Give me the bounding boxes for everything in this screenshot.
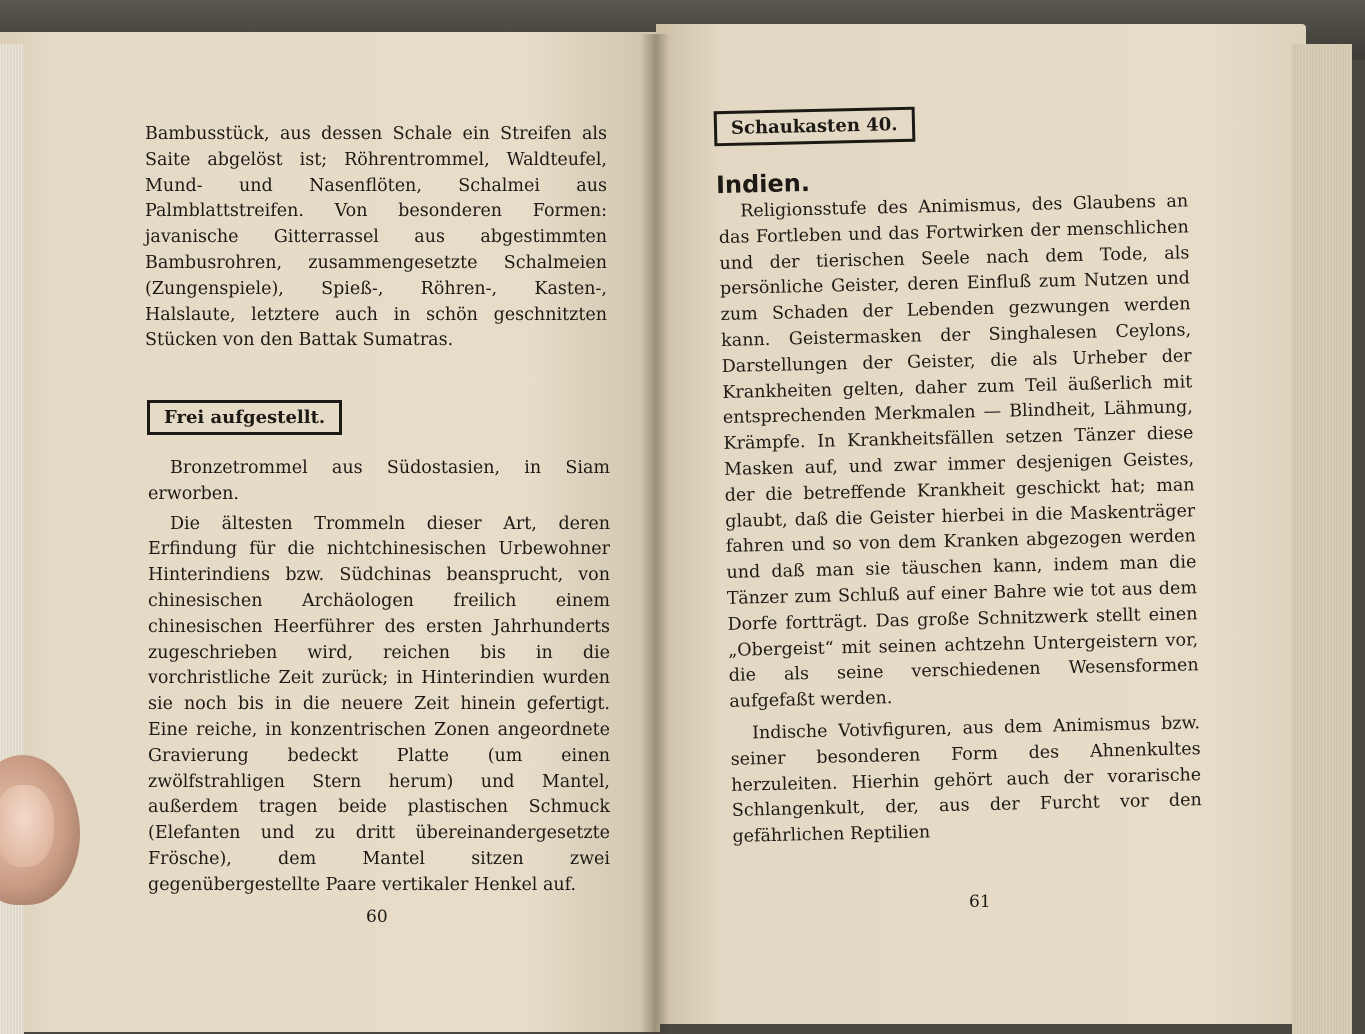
right-body-text xyxy=(718,189,1203,850)
left-paragraph-2: Die ältesten Trommeln dieser Art, deren Erfindung für die nichtchinesischen Urbewohner Hinterindiens bzw. Südchinas beansprucht, von chinesischen Archäologen freilich einem chinesischen Heerführer des ersten Jahrhunderts zugeschrieben wird, reichen bis in die vorchristliche Zeit zurück; in Hinterindien wurden sie noch bis in die neuere Zeit hinein gefertigt. Eine reiche, in konzentrischen Zonen angeordnete Gravierung bedeckt Platte (um einen zwölfstrahligen Stern herum) und Mantel, außerdem tragen beide plastischen Schmuck (Elefanten und zu dritt übereinandergesetzte Frösche), dem Mantel sitzen zwei gegenübergestellte Paare vertikaler Henkel auf. xyxy=(148,513,610,895)
left-page-number: 60 xyxy=(366,907,388,927)
right-heading: Indien. xyxy=(715,168,811,200)
left-top-text xyxy=(145,122,607,354)
thumbnail-nail xyxy=(0,785,54,867)
left-paragraph-1: Bronzetrommel aus Südostasien, in Siam erworben. xyxy=(148,458,610,504)
left-box-heading: Frei aufgestellt. xyxy=(147,400,342,435)
right-page-edges xyxy=(1292,44,1352,1034)
right-paragraph-2: Indische Votivfiguren, aus dem Animismus bzw. seiner besonderen Form des Ahnenkultes herzuleiten. Hierhin gehört auch der vorarische Schlangenkult, der, aus der Furcht vor den gefährlichen Reptilien xyxy=(730,713,1202,847)
right-box-heading: Schaukasten 40. xyxy=(714,107,915,147)
left-body-text xyxy=(148,456,610,899)
right-page-number: 61 xyxy=(969,892,991,912)
book-gutter xyxy=(640,34,670,1034)
right-paragraph-1: Religionsstufe des Animismus, des Glaubens an das Fortleben und das Fortwirken der menschlichen und der tierischen Seele nach dem Tode, als persönliche Geister, deren Einfluß zum Nutzen und zum Schaden der Lebenden gezwungen werden kann. Geistermasken der Singhalesen Ceylons, Darstellungen der Geister, die als Urheber der Krankheiten gelten, daher zum Teil äußerlich mit entsprechenden Merkmalen — Blindheit, Lähmung, Krämpfe. In Krankheitsfällen setzen Tänzer diese Masken auf, und zwar immer desjenigen Geistes, der die betreffende Krankheit geschickt hat; man glaubt, daß die Geister hierbei in die Maskenträger fahren und so von dem Kranken abgezogen werden und daß man sie täuschen kann, indem man die Tänzer zum Schluß auf einer Bahre wie tot aus dem Dorfe fortträgt. Das große Schnitzwerk stellt einen „Obergeist“ mit seinen achtzehn Untergeistern vor, die als seine verschiedenen Wesensformen aufgefaßt werden. xyxy=(718,191,1199,713)
left-top-paragraph: Bambusstück, aus dessen Schale ein Streifen als Saite abgelöst ist; Röhrentrommel, Waldteufel, Mund- und Nasenflöten, Schalmei aus Palmblattstreifen. Von besonderen Formen: javanische Gitterrassel aus abgestimmten Bambusrohren, zusammengesetzte Schalmeien (Zungenspiele), Spieß-, Röhren-, Kasten-, Halslaute, letztere auch in schön geschnitzten Stücken von den Battak Sumatras. xyxy=(145,124,607,351)
